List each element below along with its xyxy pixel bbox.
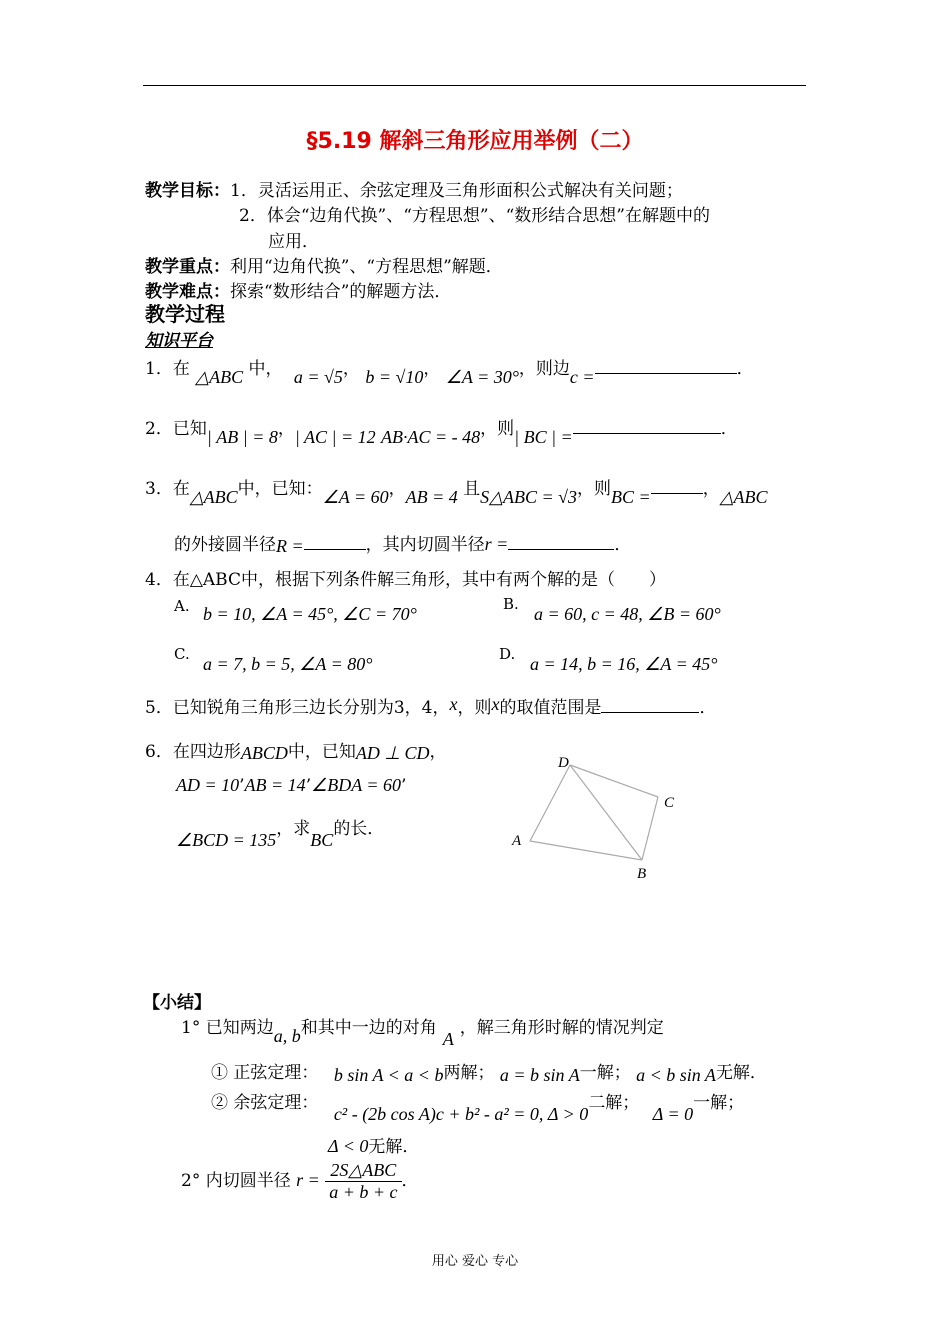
label-b: B [637,866,647,882]
q6-pre: 6．在四边形 [145,742,241,762]
label-c: C [664,795,675,811]
summary-point-1 [181,1013,664,1049]
summary-p1-a: A [442,1029,454,1049]
top-rule [143,85,806,86]
summary-cosine-line-2 [328,1132,419,1157]
q3-bc: BC = [611,487,651,507]
q2-ac: | AC | = 12 [294,427,376,447]
question-6-line-3 [176,814,385,850]
q3-bc-blank[interactable] [651,477,703,494]
label-a: A [512,833,522,849]
question-4-stem: 4．在△ABC中，根据下列条件解三角形，其中有两个解的是（ ） [145,570,666,590]
cosine-case-3: Δ < 0 [328,1136,369,1156]
q5-end: ． [699,698,717,718]
question-1: 1．在 △ABC 中， a = √5， b = √10， ∠A = 30°，则边c = ． [145,359,754,387]
inradius-denominator: a + b + c [329,1182,398,1202]
summary-point-2 [181,1160,419,1203]
key-point-text: 利用“边角代换”、“方程思想”解题． [230,257,503,277]
q6-angle-bda: ∠BDA = 60 [311,775,402,795]
q2-dot-product: AB·AC = - 48 [381,427,481,447]
q3-mid: 中，已知： [237,479,323,499]
q6-bc: BC [310,830,334,850]
goals-line-1 [145,176,683,201]
q5-answer-blank[interactable] [601,696,699,713]
q1-end: ． [736,359,754,379]
q6-ask: ，求 [276,819,311,839]
q2-end: ． [720,419,738,439]
inradius-fraction [325,1160,401,1203]
q3-area: S△ABC = √3 [480,487,578,507]
q3-r-blank[interactable] [508,533,614,550]
edge-dc [570,765,658,797]
q3-R-blank[interactable] [304,533,366,550]
q6-perpendicular: AD ⊥ CD [355,743,430,763]
goals-item-2b: 应用． [268,232,319,252]
question-3-line-2 [174,530,631,555]
q3-and: 且 [463,479,481,499]
q3-end: ． [614,535,632,555]
sine-case-2: a = b sin A [499,1065,580,1085]
platform-heading: 知识平台 [145,331,213,351]
q4-option-c-label: C. [174,645,190,663]
q3-circumradius-text: 的外接圆半径 [174,535,276,555]
q4-option-c: a = 7, b = 5, ∠A = 80° [203,654,373,674]
summary-heading: 【小结】 [143,993,211,1013]
q4-option-a-label: A. [174,597,190,615]
q3-ask: ，则 [577,479,612,499]
edge-db [570,765,642,860]
sine-case-3: a < b sin A [636,1065,716,1085]
summary-p1-ab: a, b [273,1026,301,1046]
cosine-case-1-result: 二解； [588,1093,640,1113]
question-6-line-2: AD = 10’AB = 14’∠BDA = 60’ [176,775,407,796]
q1-c: c = [569,367,595,387]
summary-sine-line [211,1058,767,1083]
q3-pre: 3．在 [145,479,190,499]
process-heading: 教学过程 [145,302,225,326]
q2-bc: | BC | = [514,427,573,447]
page-title: §5.19 解斜三角形应用举例（二） [306,129,644,154]
q2-ab: | AB | = 8 [206,427,278,447]
q3-inradius-text: ，其内切圆半径 [365,535,485,555]
q4-option-b-label: B. [503,595,519,613]
q6-mid: 中，已知 [287,742,356,762]
cosine-case-2: Δ = 0 [652,1104,694,1124]
footer: 用心 爱心 专心 [431,1254,519,1269]
summary-p1-pre: 1° 已知两边 [181,1018,274,1038]
sine-case-1: b sin A < a < b [333,1065,444,1085]
q1-triangle: △ABC [195,367,244,387]
q1-a-value: a = √5 [293,367,343,387]
cosine-label: ② 余弦定理： [211,1093,319,1113]
question-3: 3．在△ABC中，已知：∠A = 60，AB = 4 且S△ABC = √3，则BC = ，△ABC [145,479,768,507]
question-2: 2．已知| AB | = 8，| AC | = 12 AB·AC = - 48，则| BC | = ． [145,419,738,447]
q1-pre: 1．在 [145,359,190,379]
goals-item-2a: 2．体会“边角代换”、“方程思想”、“数形结合思想”在解题中的 [239,206,710,226]
q1-mid: 中， [248,359,283,379]
quadrilateral-figure [500,750,700,890]
edge-ab [530,841,642,860]
q6-abcd: ABCD [240,743,288,763]
q3-ab: AB = 4 [405,487,458,507]
difficulty-text: 探索“数形结合”的解题方法． [230,282,452,302]
edge-cb [642,797,658,860]
q4-option-b: a = 60, c = 48, ∠B = 60° [534,604,721,624]
q3-R: R = [276,536,304,556]
inradius-numerator: 2S△ABC [325,1160,401,1182]
key-point-line [145,252,503,277]
sine-label: ① 正弦定理： [211,1063,319,1083]
key-point-label: 教学重点： [145,257,230,277]
q4-option-d-label: D. [499,645,516,663]
question-6: 6．在四边形ABCD中，已知AD ⊥ CD， [145,742,447,763]
q6-end: 的长． [333,819,385,839]
q4-option-d: a = 14, b = 16, ∠A = 45° [530,654,718,674]
summary-cosine-line [211,1088,745,1124]
q3-triangle-2: △ABC [719,487,768,507]
summary-p2-pre: 2° 内切圆半径 [181,1171,291,1191]
q1-answer-blank[interactable] [595,357,737,374]
q2-answer-blank[interactable] [573,417,721,434]
q1-ask: ，则边 [518,359,570,379]
cosine-equation: c² - (2b cos A)c + b² - a² = 0, Δ > 0 [333,1104,589,1124]
label-d: D [558,755,569,771]
goals-item-1: 1．灵活运用正、余弦定理及三角形面积公式解决有关问题； [230,181,683,201]
q6-ad: AD = 10 [176,775,240,795]
sine-case-1-result: 两解； [443,1063,495,1083]
summary-p2-end: ． [401,1171,419,1191]
q2-pre: 2．已知 [145,419,207,439]
q3-r: r = [484,534,509,554]
summary-p2-r: r = [296,1170,320,1190]
q1-b-value: b = √10 [365,367,424,387]
difficulty-label: 教学难点： [145,282,230,302]
cosine-case-2-result: 一解； [693,1093,745,1113]
q4-option-a: b = 10, ∠A = 45°, ∠C = 70° [203,604,417,624]
q5-x: x [449,694,458,714]
sine-case-3-result: 无解． [715,1063,767,1083]
q2-ask: ，则 [480,419,515,439]
q5-mid: ，则 [457,698,492,718]
q3-angle-a: ∠A = 60 [322,487,389,507]
goals-label: 教学目标： [145,181,230,201]
q5-pre: 5．已知锐角三角形三边长分别为3，4， [145,698,450,718]
q6-ab: AB = 14 [244,775,306,795]
summary-p1-mid: 和其中一边的对角 [300,1018,437,1038]
q3-triangle: △ABC [189,487,238,507]
cosine-case-3-result: 无解． [368,1137,420,1157]
sine-case-2-result: 一解； [579,1063,631,1083]
q5-x-2: x [491,694,500,714]
edge-da [530,765,570,841]
summary-p1-end: ，解三角形时解的情况判定 [459,1018,664,1038]
q1-angle-a: ∠A = 30° [445,367,519,387]
q5-ask: 的取值范围是 [499,698,602,718]
question-5 [145,693,716,718]
q6-angle-bcd: ∠BCD = 135 [176,830,277,850]
